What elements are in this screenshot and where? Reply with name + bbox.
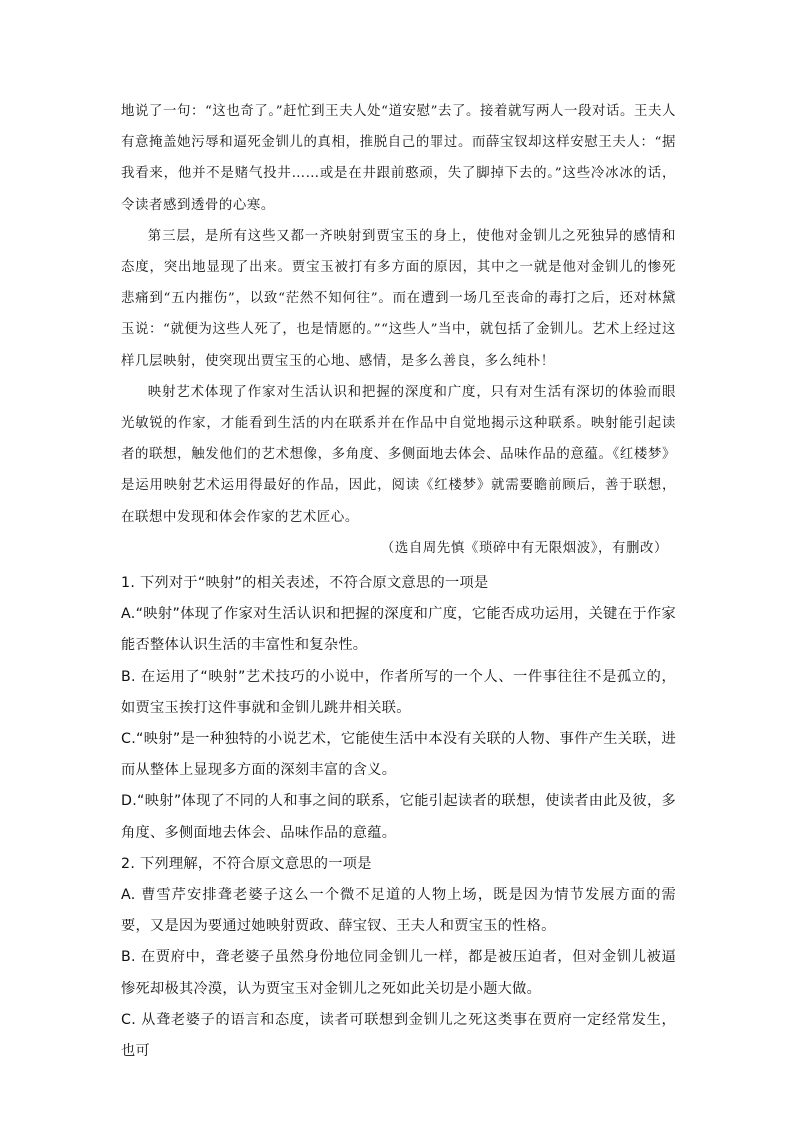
question-1-option-c: C.“映射”是一种独特的小说艺术，它能使生活中本没有关联的人物、事件产生关联，进而从整体上显现多方面的深刻丰富的含义。: [121, 731, 676, 779]
question-2-stem: 2. 下列理解，不符合原文意思的一项是: [121, 855, 372, 872]
essay-passage: [121, 96, 676, 564]
question-2-option-c: C. 从聋老婆子的语言和态度，读者可联想到金钏儿之死这类事在贾府一定经常发生，也可: [121, 1011, 676, 1060]
question-1-option-a: A.“映射”体现了作家对生活认识和把握的深度和广度，它能否成功运用，关键在于作家能否整体认识生活的丰富性和复杂性。: [121, 606, 676, 654]
question-1-stem: 1. 下列对于“映射”的相关表述，不符合原文意思的一项是: [121, 575, 489, 591]
question-2-option-a: A. 曹雪芹安排聋老婆子这么一个微不足道的人物上场，既是因为情节发展方面的需要，又是因为要通过她映射贾政、薛宝钗、王夫人和贾宝玉的性格。: [121, 887, 676, 935]
question-1-option-b: B. 在运用了“映射”艺术技巧的小说中，作者所写的一个人、一件事往往不是孤立的，如贾宝玉挨打这件事就和金钏儿跳井相关联。: [121, 668, 676, 716]
essay-paragraph-2: 第三层，是所有这些又都一齐映射到贾宝玉的身上，使他对金钏儿之死独异的感情和态度，突出地显现了出来。贾宝玉被打有多方面的原因，其中之一就是他对金钏儿的惨死悲痛到“五内摧伤”，以致“茫然不知何往”。而在遭到一场几至丧命的毒打之后，还对林黛玉说：“就便为这些人死了，也是情愿的。”“这些人”当中，就包括了金钏儿。艺术上经过这样几层映射，使突现出贾宝玉的心地、感情，是多么善良，多么纯朴！: [121, 228, 676, 369]
question-2-option-b: B. 在贾府中，聋老婆子虽然身份地位同金钏儿一样，都是被压迫者，但对金钏儿被逼惨死却极其冷漠，认为贾宝玉对金钏儿之死如此关切是小题大做。: [121, 949, 676, 997]
essay-paragraph-1: 地说了一句：“这也奇了。”赶忙到王夫人处“道安慰”去了。接着就写两人一段对话。王夫人有意掩盖她污辱和逼死金钏儿的真相，推脱自己的罪过。而薛宝钗却这样安慰王夫人：“据我看来，他并不是赌气投井……或是在井跟前憨顽，失了脚掉下去的。”这些冷冰冰的话，令读者感到透骨的心寒。: [121, 104, 676, 213]
source-citation: （选自周先慎《琐碎中有无限烟波》，有删改）: [380, 540, 668, 556]
question-section: [121, 568, 676, 1067]
essay-paragraph-3: 映射艺术体现了作家对生活认识和把握的深度和广度，只有对生活有深切的体验而眼光敏锐的作家，才能看到生活的内在联系并在作品中自觉地揭示这种联系。映射能引起读者的联想，触发他们的艺术想像，多角度、多侧面地去体会、品味作品的意蕴。《红楼梦》是运用映射艺术运用得最好的作品，因此，阅读《红楼梦》就需要瞻前顾后，善于联想，在联想中发现和体会作家的艺术匠心。: [121, 384, 676, 525]
question-1-option-d: D.“映射”体现了不同的人和事之间的联系，它能引起读者的联想，使读者由此及彼，多角度、多侧面地去体会、品味作品的意蕴。: [121, 793, 676, 841]
